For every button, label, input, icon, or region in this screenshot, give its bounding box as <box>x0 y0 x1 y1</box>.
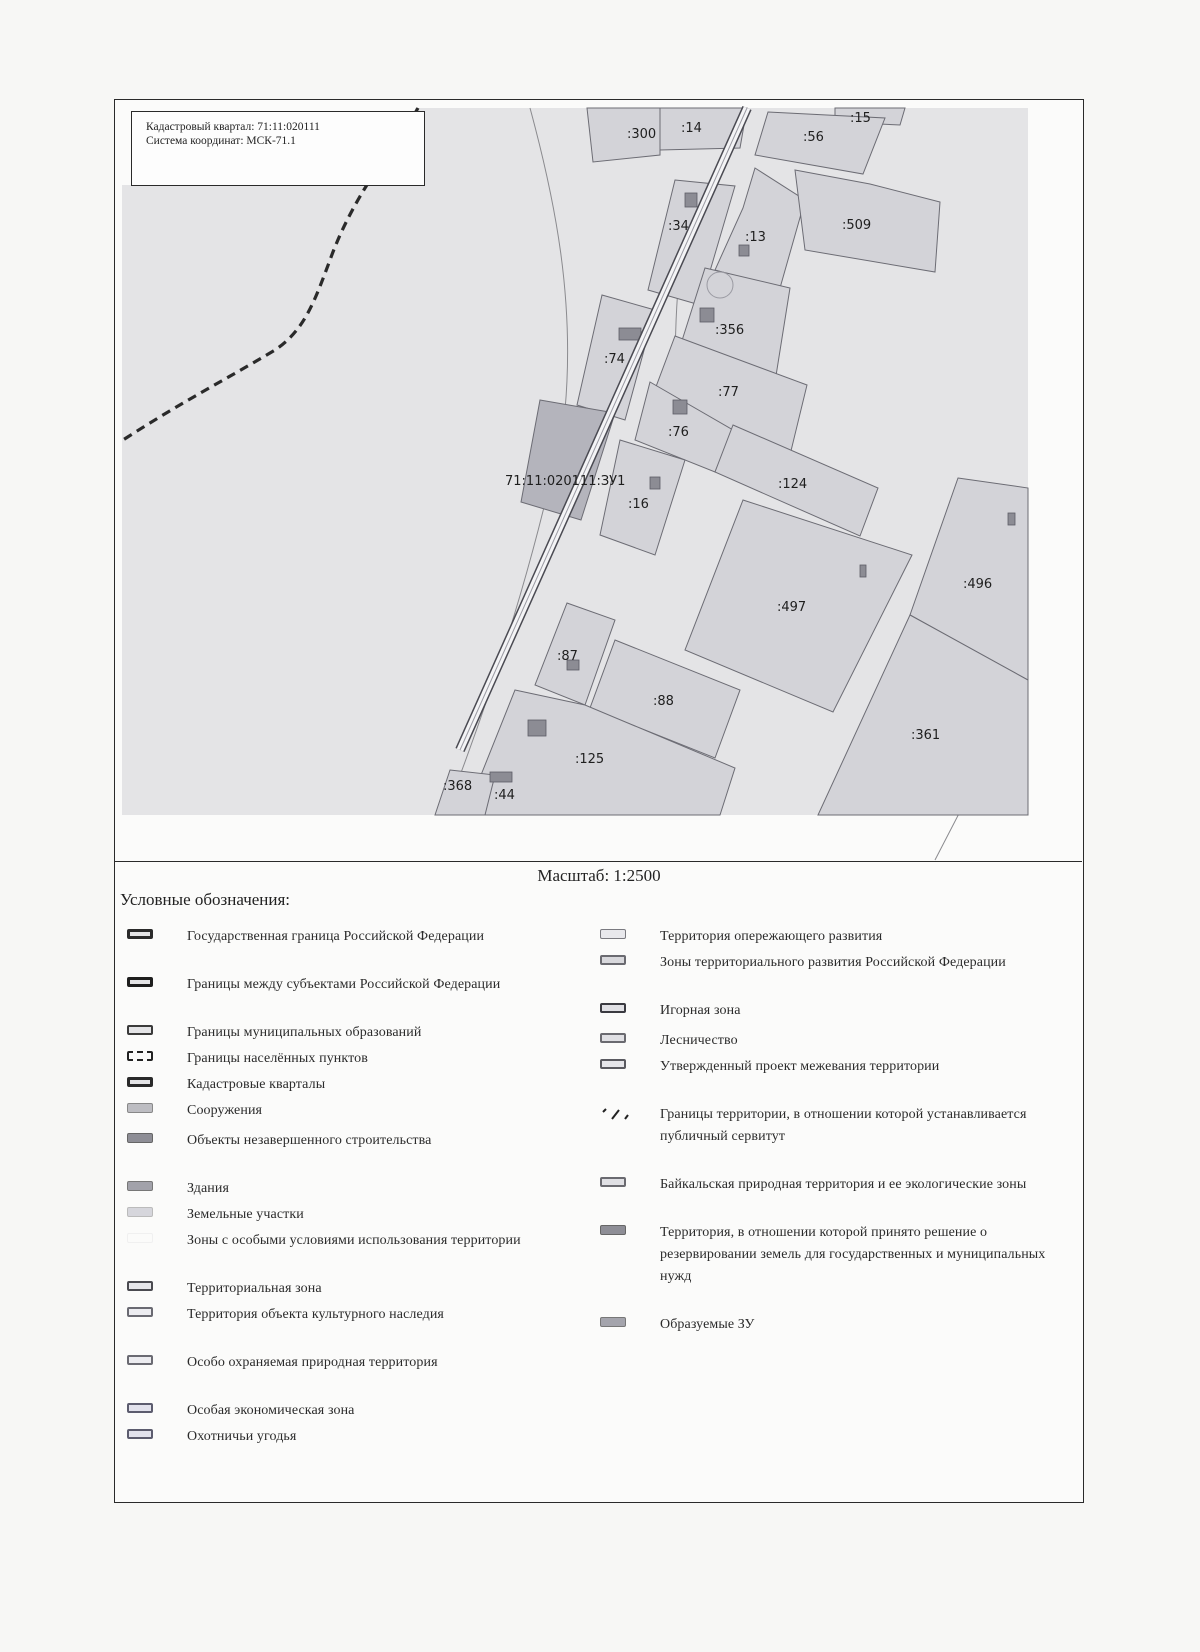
legend-item: Особо охраняемая природная территория <box>127 1352 567 1400</box>
legend-item: Лесничество <box>600 1030 1070 1056</box>
map-label: :496 <box>963 577 993 592</box>
legend-item: Территория опережающего развития <box>600 926 1070 952</box>
mid-grey-fill-icon <box>127 1181 153 1191</box>
map-frame <box>115 100 1082 862</box>
mid-grey-fill-icon <box>600 1317 626 1327</box>
map-label: :77 <box>718 385 739 400</box>
border-icon <box>600 1177 626 1187</box>
map-label: :88 <box>653 694 674 709</box>
legend-right-column <box>600 926 1070 1340</box>
legend-left-column <box>127 926 567 1452</box>
legend-item: Байкальская природная территория и ее экологические зоны <box>600 1174 1070 1222</box>
map-label: :14 <box>681 121 702 136</box>
map-label: :74 <box>604 352 625 367</box>
building-icon <box>673 400 687 414</box>
map-label: :368 <box>443 779 473 794</box>
legend-item: Земельные участки <box>127 1204 567 1230</box>
building-icon <box>739 245 749 256</box>
building-icon <box>860 565 866 577</box>
map-label: :16 <box>628 497 649 512</box>
border-icon <box>127 1403 153 1413</box>
legend-item: Зоны с особыми условиями использования территории <box>127 1230 567 1278</box>
legend-item: Здания <box>127 1178 567 1204</box>
building-icon <box>490 772 512 782</box>
info-box <box>131 111 425 186</box>
legend-item: Образуемые ЗУ <box>600 1314 1070 1340</box>
border-icon <box>600 929 626 939</box>
building-icon <box>700 308 714 322</box>
map-label: :76 <box>668 425 689 440</box>
legend-item: Сооружения <box>127 1100 567 1130</box>
map-label: :356 <box>715 323 745 338</box>
dark-grey-fill-icon <box>127 1133 153 1143</box>
legend-item: Территориальная зона <box>127 1278 567 1304</box>
border-icon <box>600 1059 626 1069</box>
legend-item: Утвержденный проект межевания территории <box>600 1056 1070 1104</box>
legend-item: Охотничьи угодья <box>127 1426 567 1452</box>
legend-item: Границы территории, в отношении которой устанавливается публичный сервитут <box>600 1104 1070 1174</box>
legend-item: Границы населённых пунктов <box>127 1048 567 1074</box>
scale-label: Масштаб: 1:2500 <box>537 866 661 885</box>
map-label: :15 <box>850 111 871 126</box>
cadastral-map <box>115 100 1082 862</box>
border-icon <box>600 955 626 965</box>
servitude-dash-icon <box>600 1107 630 1121</box>
border-icon <box>600 1033 626 1043</box>
legend-item: Зоны территориального развития Российской Федерации <box>600 952 1070 1000</box>
map-label: :13 <box>745 230 766 245</box>
map-sheet <box>114 99 1084 1503</box>
legend-item: Особая экономическая зона <box>127 1400 567 1426</box>
border-icon <box>127 1307 153 1317</box>
border-icon <box>600 1003 626 1013</box>
border-icon <box>127 1429 153 1439</box>
map-label: :497 <box>777 600 807 615</box>
map-label: :509 <box>842 218 872 233</box>
thick-border-icon <box>127 977 153 987</box>
map-label: :124 <box>778 477 808 492</box>
border-icon <box>127 1355 153 1365</box>
dark-grey-fill-icon <box>600 1225 626 1235</box>
map-label: :87 <box>557 649 578 664</box>
legend-item: Государственная граница Российской Федерации <box>127 926 567 974</box>
legend-item: Объекты незавершенного строительства <box>127 1130 567 1178</box>
building-icon <box>650 477 660 489</box>
legend-item: Кадастровые кварталы <box>127 1074 567 1100</box>
coordinate-system-text: Система координат: МСК-71.1 <box>146 135 296 147</box>
legend-item: Территория объекта культурного наследия <box>127 1304 567 1352</box>
building-icon <box>685 193 697 207</box>
map-label: :125 <box>575 752 605 767</box>
legend-item: Границы муниципальных образований <box>127 1022 567 1048</box>
blank-icon <box>127 1233 153 1243</box>
building-icon <box>528 720 546 736</box>
building-icon <box>619 328 641 340</box>
border-icon <box>127 1025 153 1035</box>
legend-title: Условные обозначения: <box>120 890 291 909</box>
grey-fill-icon <box>127 1103 153 1113</box>
building-icon <box>1008 513 1015 525</box>
map-label: :56 <box>803 130 824 145</box>
dashed-border-icon <box>127 1051 153 1061</box>
light-grey-fill-icon <box>127 1207 153 1217</box>
map-label: :361 <box>911 728 941 743</box>
legend-item: Игорная зона <box>600 1000 1070 1030</box>
thick-border-icon <box>127 929 153 939</box>
legend-item: Территория, в отношении которой принято решение о резервировании земель для государственных и муниципальных нужд <box>600 1222 1070 1314</box>
legend-item: Границы между субъектами Российской Федерации <box>127 974 567 1022</box>
map-label: :300 <box>627 127 657 142</box>
map-label: 71:11:020111:ЗУ1 <box>505 474 626 489</box>
map-label: :34 <box>668 219 689 234</box>
map-label: :44 <box>494 788 515 803</box>
border-icon <box>127 1281 153 1291</box>
thick-border-icon <box>127 1077 153 1087</box>
cadastral-quarter-text: Кадастровый квартал: 71:11:020111 <box>146 121 320 133</box>
